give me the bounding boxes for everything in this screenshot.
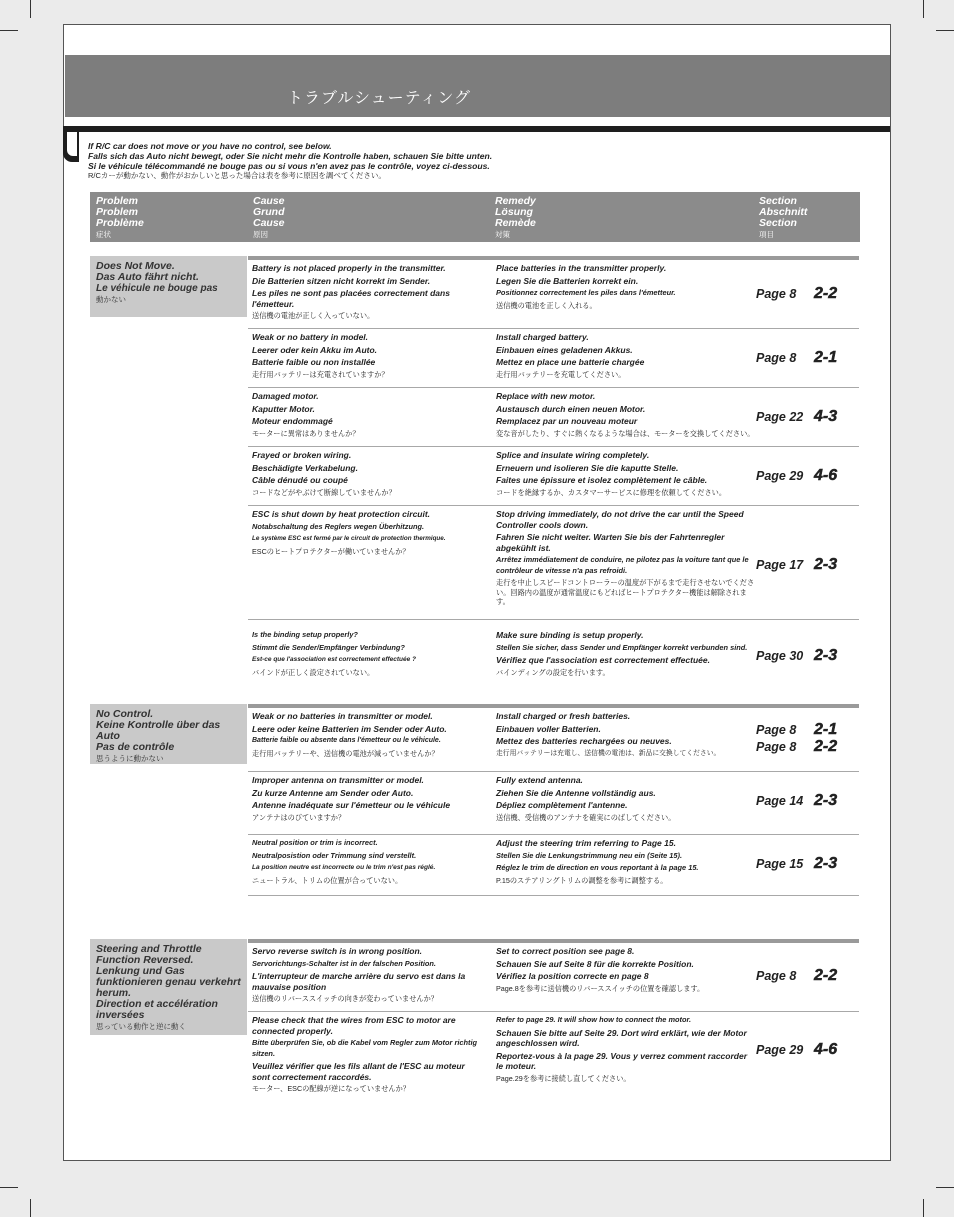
intro-en: If R/C car does not move or you have no control, see below. (88, 141, 332, 151)
crop-mark (923, 1199, 924, 1217)
problem-de: Lenkung und Gas funktionieren genau verkehrt herum. (96, 965, 241, 999)
header-cause-en: Cause (253, 195, 285, 207)
remedy-jp: 送信機の電池を正しく入れる。 (496, 300, 597, 310)
remedy-jp: 送信機、受信機のアンテナを確実にのばしてください。 (496, 812, 676, 822)
table-row (248, 260, 859, 329)
document-page (63, 24, 891, 1161)
cause-en: Weak or no batteries in transmitter or model. (252, 711, 433, 721)
cause-fr: L'interrupteur de marche arrière du servo est dans la mauvaise position (252, 971, 466, 992)
remedy-de: Schauen Sie auf Seite 8 für die korrekte Position. (496, 958, 694, 969)
header-section-jp: 項目 (759, 230, 774, 239)
remedy-fr: Vérifiez que l'association est correctement effectuée. (496, 655, 710, 665)
page-title: トラブルシューティング (287, 90, 472, 107)
cause-cell (252, 711, 482, 760)
cause-cell (252, 509, 482, 558)
header-remedy-jp: 対策 (495, 230, 510, 239)
problem-cell (90, 939, 247, 1035)
cause-fr: Est-ce que l'association est correctement effectuée ? (252, 656, 416, 663)
problem-de: Keine Kontrolle über das Auto (96, 719, 221, 742)
ref-line (756, 1041, 856, 1058)
ref-line (756, 967, 856, 984)
section-number: 2-3 (814, 556, 838, 573)
remedy-en: Replace with new motor. (496, 391, 596, 401)
remedy-jp: バインディングの設定を行います。 (496, 667, 610, 677)
cause-cell (252, 838, 482, 887)
cause-cell (252, 391, 482, 440)
section-number: 2-1 (814, 349, 838, 366)
cause-de: Leere oder keine Batterien im Sender oder Auto. (252, 723, 447, 734)
section-number: 2-2 (814, 285, 838, 302)
header-problem-de: Problem (96, 206, 139, 218)
header-remedy (495, 196, 536, 240)
section-number: 4-3 (814, 408, 838, 425)
cause-fr: Batterie faible ou non installée (252, 357, 376, 367)
problem-en: Does Not Move. (96, 260, 175, 272)
cause-en: ESC is shut down by heat protection circuit. (252, 509, 431, 519)
section-number: 2-1 (814, 721, 838, 738)
header-problem (96, 196, 144, 240)
cause-jp: ESCのヒートプロテクターが働いていませんか？ (252, 546, 410, 556)
section-number: 4-6 (814, 467, 838, 484)
crop-mark (923, 0, 924, 18)
cause-cell (252, 332, 482, 381)
cause-cell (252, 775, 482, 824)
cause-jp: アンテナはのびていますか？ (252, 812, 346, 822)
table-row (248, 620, 859, 703)
header-remedy-de: Lösung (495, 206, 533, 218)
cause-jp: 送信機のリバーススイッチの向きが変わっていませんか？ (252, 994, 438, 1003)
problem-cell (90, 704, 247, 764)
page-ref: Page 29 (756, 469, 804, 483)
cause-cell (252, 263, 482, 323)
ref-line (756, 467, 856, 484)
cause-en: Servo reverse switch is in wrong position. (252, 946, 423, 956)
table-row (248, 447, 859, 506)
page-ref: Page 8 (756, 351, 797, 365)
cause-en: Improper antenna on transmitter or model. (252, 775, 424, 785)
problem-en: No Control. (96, 708, 154, 720)
section-ref (756, 467, 856, 484)
cause-cell (252, 630, 482, 679)
intro-fr: Si le véhicule télécommandé ne bouge pas ou si vous n'en avez pas le contrôle, voyez ci-dessous. (88, 161, 490, 171)
section-ref (756, 285, 856, 302)
cause-jp: ニュートラル、トリムの位置が合っていない。 (252, 875, 403, 885)
section-number: 2-2 (814, 967, 838, 984)
header-cause-fr: Cause (253, 217, 285, 229)
remedy-jp: P.15のステアリングトリムの調整を参考に調整する。 (496, 875, 668, 885)
table-row (248, 506, 859, 620)
ref-line (756, 855, 856, 872)
page-ref: Page 8 (756, 740, 797, 754)
section-ref (756, 1041, 856, 1058)
cause-cell (252, 1015, 482, 1096)
remedy-de: Ziehen Sie die Antenne vollständig aus. (496, 787, 656, 798)
remedy-en: Place batteries in the transmitter properly. (496, 263, 667, 273)
cause-jp: モーターに異常はありませんか？ (252, 428, 360, 438)
cause-cell (252, 450, 482, 499)
remedy-cell (496, 1015, 756, 1085)
cause-fr: Batterie faible ou absente dans l'émetteur ou le véhicule. (252, 737, 441, 744)
ref-line (756, 738, 856, 755)
section-ref (756, 408, 856, 425)
remedy-fr: Positionnez correctement les piles dans l'émetteur. (496, 288, 676, 297)
crop-mark (30, 0, 31, 18)
remedy-jp: 走行用バッテリーを充電してください。 (496, 369, 626, 379)
remedy-de: Austausch durch einen neuen Motor. (496, 403, 646, 414)
crop-mark (30, 1199, 31, 1217)
ref-line (756, 349, 856, 366)
section-ref (756, 855, 856, 872)
header-cause (253, 196, 285, 240)
section-header (65, 55, 890, 117)
remedy-en: Set to correct position see page 8. (496, 946, 635, 956)
section-ref (756, 349, 856, 366)
remedy-jp: 走行を中止しスピードコントローラーの温度が下がるまで走行させないでください。回路内の温度が通常温度にもどればヒートプロテクター機能は解除されます。 (496, 578, 755, 606)
cause-fr: Câble dénudé ou coupé (252, 475, 348, 485)
page-ref: Page 8 (756, 723, 797, 737)
divider (65, 126, 890, 132)
table-row (248, 943, 859, 1012)
ref-line (756, 721, 856, 738)
page-ref: Page 30 (756, 649, 804, 663)
cause-jp: コードなどがやぶけて断線していませんか？ (252, 487, 396, 497)
remedy-de: Schauen Sie bitte auf Seite 29. Dort wird erklärt, wie der Motor angeschlossen wird. (496, 1027, 747, 1048)
cause-jp: モーター、ESCの配線が逆になっていませんか？ (252, 1084, 410, 1093)
header-section-de: Abschnitt (759, 206, 808, 218)
crop-mark (0, 30, 18, 31)
section-ref (756, 556, 856, 573)
remedy-jp: Page.8を参考に送信機のリバーススイッチの位置を確認します。 (496, 983, 705, 993)
cause-en: Is the binding setup properly? (252, 630, 358, 639)
problem-fr: Le véhicule ne bouge pas (96, 283, 218, 294)
remedy-cell (496, 946, 756, 995)
problem-jp: 思っている動作と逆に動く (96, 1022, 186, 1031)
remedy-de: Legen Sie die Batterien korrekt ein. (496, 275, 639, 286)
cause-en: Frayed or broken wiring. (252, 450, 352, 460)
table-row (248, 1012, 859, 1102)
remedy-en: Make sure binding is setup properly. (496, 630, 644, 640)
remedy-cell (496, 391, 756, 440)
table-row (248, 708, 859, 772)
header-remedy-en: Remedy (495, 195, 536, 207)
crop-mark (936, 1187, 954, 1188)
page-ref: Page 8 (756, 287, 797, 301)
remedy-jp: コードを絶縁するか、カスタマーサービスに修理を依頼してください。 (496, 487, 727, 497)
section-ref (756, 721, 856, 755)
page-ref: Page 29 (756, 1043, 804, 1057)
cause-fr: Le système ESC est fermé par le circuit de protection thermique. (252, 535, 446, 542)
cause-cell (252, 946, 482, 1006)
table-row (248, 388, 859, 447)
remedy-en: Stop driving immediately, do not drive the car until the Speed Controller cools down. (496, 509, 744, 530)
remedy-en: Adjust the steering trim referring to Page 15. (496, 838, 676, 848)
remedy-cell (496, 509, 756, 609)
section-number: 2-3 (814, 792, 838, 809)
problem-jp: 動かない (96, 295, 126, 304)
cause-jp: バインドが正しく設定されていない。 (252, 667, 375, 677)
cause-en: Weak or no battery in model. (252, 332, 369, 342)
remedy-de: Einbauen voller Batterien. (496, 723, 601, 734)
crop-mark (0, 1187, 18, 1188)
remedy-cell (496, 332, 756, 381)
section-number: 4-6 (814, 1041, 838, 1058)
remedy-cell (496, 263, 756, 312)
header-remedy-fr: Remède (495, 217, 536, 229)
remedy-en: Install charged battery. (496, 332, 589, 342)
problem-cell (90, 256, 247, 317)
remedy-en: Install charged or fresh batteries. (496, 711, 631, 721)
problem-de: Das Auto fährt nicht. (96, 271, 199, 283)
cause-en: Neutral position or trim is incorrect. (252, 838, 378, 847)
remedy-fr: Dépliez complètement l'antenne. (496, 800, 628, 810)
remedy-en: Fully extend antenna. (496, 775, 583, 785)
ref-line (756, 556, 856, 573)
cause-de: Servorichtungs-Schalter ist in der falschen Position. (252, 958, 436, 968)
cause-de: Notabschaltung des Reglers wegen Überhitzung. (252, 521, 425, 531)
section-ref (756, 647, 856, 664)
remedy-cell (496, 711, 756, 760)
section-ref (756, 967, 856, 984)
problem-en: Steering and Throttle Function Reversed. (96, 943, 202, 966)
header-cause-de: Grund (253, 206, 285, 218)
cause-fr: Moteur endommagé (252, 416, 333, 426)
remedy-jp: Page.29を参考に接続し直してください。 (496, 1073, 631, 1083)
cause-de: Zu kurze Antenne am Sender oder Auto. (252, 787, 414, 798)
header-section-en: Section (759, 195, 797, 207)
section-number: 2-3 (814, 855, 838, 872)
header-cause-jp: 原因 (253, 230, 268, 239)
intro-jp: R/Cカーが動かない、動作がおかしいと思った場合は表を参考に原因を調べてください。 (88, 171, 386, 180)
remedy-fr: Arrêtez immédiatement de conduire, ne pilotez pas la voiture tant que le contrôleur de vitesse n'a pas refroidi. (496, 555, 749, 575)
section-number: 2-2 (814, 738, 838, 755)
page-ref: Page 14 (756, 794, 804, 808)
table-header (90, 192, 860, 242)
remedy-de: Einbauen eines geladenen Akkus. (496, 344, 633, 355)
remedy-fr: Remplacez par un nouveau moteur (496, 416, 638, 426)
cause-jp: 送信機の電池が正しく入っていない。 (252, 311, 375, 320)
cause-en: Please check that the wires from ESC to motor are connected properly. (252, 1015, 456, 1036)
section-ref (756, 792, 856, 809)
header-problem-fr: Problème (96, 217, 144, 229)
remedy-jp: 走行用バッテリーは充電し、送信機の電池は、新品に交換してください。 (496, 749, 721, 757)
header-problem-jp: 症状 (96, 230, 111, 239)
table-row (248, 772, 859, 835)
table-row (248, 835, 859, 896)
cause-fr: La position neutre est incorrecte ou le trim n'est pas réglé. (252, 864, 436, 871)
problem-fr: Direction et accélération inversées (96, 998, 218, 1021)
page-ref: Page 8 (756, 969, 797, 983)
header-section-fr: Section (759, 217, 797, 229)
remedy-de: Stellen Sie sicher, dass Sender und Empfänger korrekt verbunden sind. (496, 642, 748, 652)
ref-line (756, 408, 856, 425)
cause-de: Beschädigte Verkabelung. (252, 462, 358, 473)
remedy-cell (496, 775, 756, 824)
cause-en: Damaged motor. (252, 391, 319, 401)
remedy-fr: Vérifiez la position correcte en page 8 (496, 971, 649, 981)
problem-fr: Pas de contrôle (96, 741, 175, 753)
cause-fr: Les piles ne sont pas placées correctement dans l'émetteur. (252, 288, 450, 309)
cause-de: Bitte überprüfen Sie, ob die Kabel vom Regler zum Motor richtig sitzen. (252, 1038, 478, 1058)
remedy-cell (496, 630, 756, 679)
ref-line (756, 285, 856, 302)
intro-text (88, 141, 878, 181)
remedy-de: Fahren Sie nicht weiter. Warten Sie bis der Fahrtenregler abgekühlt ist. (496, 532, 725, 553)
header-problem-en: Problem (96, 195, 139, 207)
remedy-fr: Faites une épissure et isolez complètement le câble. (496, 475, 708, 485)
remedy-de: Stellen Sie die Lenkungstrimmung neu ein (Seite 15). (496, 850, 683, 860)
remedy-cell (496, 450, 756, 499)
page-ref: Page 15 (756, 857, 804, 871)
ref-line (756, 792, 856, 809)
ref-line (756, 647, 856, 664)
intro-de: Falls sich das Auto nicht bewegt, oder Sie nicht mehr die Kontrolle haben, schauen Sie bitte unten. (88, 151, 493, 161)
cause-fr: Veuillez vérifier que les fils allant de l'ESC au moteur sont correctement raccordés. (252, 1061, 465, 1082)
remedy-jp: 変な音がしたり、すぐに熱くなるような場合は、モーターを交換してください。 (496, 428, 755, 438)
remedy-fr: Réglez le trim de direction en vous reportant à la page 15. (496, 863, 699, 872)
header-section (759, 196, 807, 240)
cause-de: Stimmt die Sender/Empfänger Verbindung? (252, 642, 405, 652)
remedy-en: Refer to page 29. It will show how to connect the motor. (496, 1015, 692, 1024)
cause-de: Leerer oder kein Akku im Auto. (252, 344, 378, 355)
cause-en: Battery is not placed properly in the transmitter. (252, 263, 446, 273)
remedy-cell (496, 838, 756, 887)
crop-mark (936, 30, 954, 31)
cause-de: Kaputter Motor. (252, 403, 315, 414)
corner-hook (63, 126, 79, 162)
cause-jp: 走行用バッテリーは充電されていますか？ (252, 369, 389, 379)
problem-jp: 思うように動かない (96, 754, 164, 763)
remedy-de: Erneuern und isolieren Sie die kaputte Stelle. (496, 462, 679, 473)
cause-fr: Antenne inadéquate sur l'émetteur ou le véhicule (252, 800, 451, 810)
section-number: 2-3 (814, 647, 838, 664)
cause-de: Die Batterien sitzen nicht korrekt im Sender. (252, 275, 431, 286)
cause-de: Neutralposistion oder Trimmung sind verstellt. (252, 850, 417, 860)
page-ref: Page 17 (756, 558, 804, 572)
remedy-fr: Reportez-vous à la page 29. Vous y verrez comment raccorder le moteur. (496, 1050, 748, 1071)
cause-jp: 走行用バッテリーや、送信機の電池が減っていませんか？ (252, 748, 439, 758)
remedy-fr: Mettez en place une batterie chargée (496, 357, 645, 367)
table-row (248, 329, 859, 388)
page-ref: Page 22 (756, 410, 804, 424)
remedy-fr: Mettez des batteries rechargées ou neuves. (496, 736, 672, 746)
remedy-en: Splice and insulate wiring completely. (496, 450, 650, 460)
